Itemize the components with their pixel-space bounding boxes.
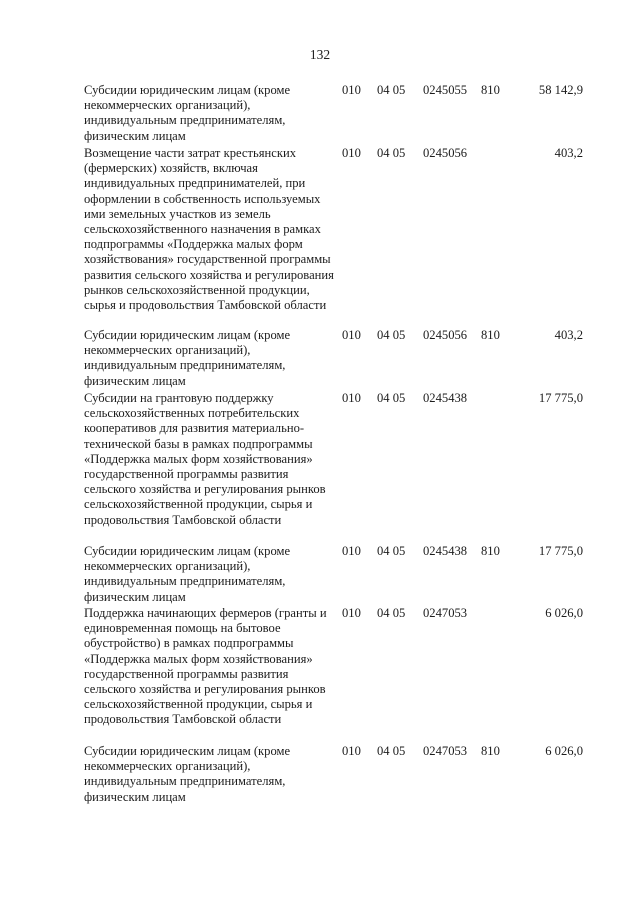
section-code: 04 05 <box>377 146 406 160</box>
row-description: Поддержка начинающих фермеров (гранты и единовременная помощь на бытовое обустройство) в рамках подпрограммы «Поддержка малых форм хозяйствования» государственной программы развития сельского хозяйства и регулирования рынков сельскохозяйственной продукции, сырья и продовольствия Тамбовской области <box>84 606 327 727</box>
row-description: Субсидии юридическим лицам (кроме некоммерческих организаций), индивидуальным предпринимателям, физическим лицам <box>84 328 291 388</box>
amount: 6 026,0 <box>545 606 583 620</box>
row-description: Субсидии юридическим лицам (кроме некоммерческих организаций), индивидуальным предпринимателям, физическим лицам <box>84 544 291 604</box>
section-code: 04 05 <box>377 328 406 342</box>
amount: 403,2 <box>554 328 583 342</box>
ministry-code: 010 <box>342 146 361 160</box>
row-description: Возмещение части затрат крестьянских (фермерских) хозяйств, включая индивидуальных предпринимателей, при оформлении в собственность используемых ими земельных участков из земель сельскохозяйственного назначения в рамках подпрограммы «Поддержка малых форм хозяйствования» государственной программы развития сельского хозяйства и регулирования рынков сельскохозяйственной продукции, сырья и продовольствия Тамбовской области <box>84 146 334 313</box>
target-code: 0245056 <box>423 328 468 342</box>
row-description: Субсидии юридическим лицам (кроме некоммерческих организаций), индивидуальным предпринимателям, физическим лицам <box>84 744 291 804</box>
ministry-code: 010 <box>342 606 361 620</box>
section-code: 04 05 <box>377 83 406 97</box>
row-description: Субсидии на грантовую поддержку сельскохозяйственных потребительских кооперативов для развития материально-технической базы в рамках подпрограммы «Поддержка малых форм хозяйствования» государственной программы развития сельского хозяйства и регулирования рынков сельскохозяйственной продукции, сырья и продовольствия Тамбовской области <box>84 391 326 527</box>
ministry-code: 010 <box>342 83 361 97</box>
row-description: Субсидии юридическим лицам (кроме некоммерческих организаций), индивидуальным предпринимателям, физическим лицам <box>84 83 291 143</box>
ministry-code: 010 <box>342 744 361 758</box>
ministry-code: 010 <box>342 328 361 342</box>
section-code: 04 05 <box>377 544 406 558</box>
expense-code: 810 <box>481 744 500 758</box>
expense-code: 810 <box>481 544 500 558</box>
ministry-code: 010 <box>342 544 361 558</box>
target-code: 0247053 <box>423 606 468 620</box>
expense-code: 810 <box>481 83 500 97</box>
amount: 17 775,0 <box>538 391 583 405</box>
section-code: 04 05 <box>377 606 406 620</box>
target-code: 0245438 <box>423 544 468 558</box>
expense-code: 810 <box>481 328 500 342</box>
target-code: 0245438 <box>423 391 468 405</box>
amount: 17 775,0 <box>538 544 583 558</box>
target-code: 0245055 <box>423 83 468 97</box>
amount: 403,2 <box>554 146 583 160</box>
ministry-code: 010 <box>342 391 361 405</box>
amount: 58 142,9 <box>538 83 583 97</box>
section-code: 04 05 <box>377 391 406 405</box>
target-code: 0245056 <box>423 146 468 160</box>
target-code: 0247053 <box>423 744 468 758</box>
section-code: 04 05 <box>377 744 406 758</box>
page-number: 132 <box>309 47 331 62</box>
amount: 6 026,0 <box>545 744 583 758</box>
